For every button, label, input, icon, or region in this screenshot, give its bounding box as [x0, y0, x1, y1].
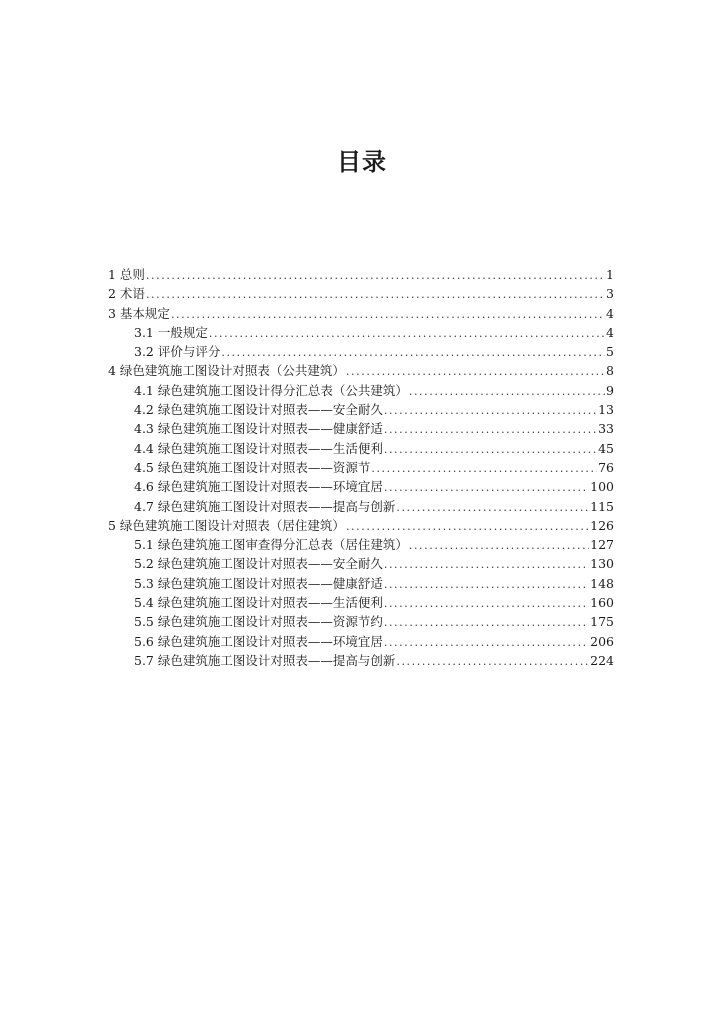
toc-page-number: 13	[598, 402, 614, 418]
toc-entry-label: 5.5 绿色建筑施工图设计对照表——资源节约	[134, 614, 383, 630]
toc-entry[interactable]	[108, 400, 614, 419]
toc-entry-label: 4.2 绿色建筑施工图设计对照表——安全耐久	[134, 402, 383, 418]
toc-entry-label: 3.1 一般规定	[134, 324, 208, 340]
toc-entry-label: 4 绿色建筑施工图设计对照表（公共建筑）	[108, 363, 345, 379]
toc-page-number: 206	[590, 633, 614, 649]
toc-page-number: 1	[606, 267, 614, 282]
dot-leader	[346, 517, 589, 536]
toc-entry-label: 4.6 绿色建筑施工图设计对照表——环境宜居	[134, 479, 383, 495]
toc-page-number: 175	[590, 614, 614, 630]
toc-page-number: 33	[598, 421, 614, 437]
toc-entry[interactable]	[108, 632, 614, 651]
toc-entry-label: 3.2 评价与评分	[134, 344, 221, 360]
toc-entry[interactable]	[108, 419, 614, 438]
toc-entry-label: 4.1 绿色建筑施工图设计得分汇总表（公共建筑）	[134, 382, 408, 398]
toc-entry[interactable]	[108, 304, 614, 323]
toc-entry[interactable]	[108, 593, 614, 612]
toc-page-number: 126	[590, 517, 614, 533]
dot-leader	[346, 362, 605, 381]
dot-leader	[409, 536, 589, 555]
toc-entry-label: 3 基本规定	[108, 305, 170, 321]
toc-entry-label: 4.7 绿色建筑施工图设计对照表——提高与创新	[134, 498, 396, 514]
toc-page-number: 130	[590, 556, 614, 572]
table-of-contents	[108, 265, 614, 670]
toc-entry[interactable]	[108, 477, 614, 496]
toc-entry[interactable]	[108, 265, 614, 284]
toc-page-number: 3	[606, 286, 614, 302]
toc-entry[interactable]	[108, 497, 614, 516]
dot-leader	[146, 285, 605, 304]
toc-entry-label: 1 总则	[108, 267, 145, 282]
toc-page-number: 160	[590, 595, 614, 611]
toc-page-number: 45	[598, 440, 614, 456]
toc-entry[interactable]	[108, 574, 614, 593]
toc-page-number: 9	[606, 382, 614, 398]
dot-leader	[384, 594, 589, 613]
toc-entry-label: 2 术语	[108, 286, 145, 302]
dot-leader	[171, 305, 605, 324]
dot-leader	[384, 555, 589, 574]
toc-entry[interactable]	[108, 535, 614, 554]
toc-entry[interactable]	[108, 381, 614, 400]
toc-entry[interactable]	[108, 284, 614, 303]
dot-leader	[384, 633, 589, 652]
toc-entry-label: 4.5 绿色建筑施工图设计对照表——资源节	[134, 459, 371, 475]
dot-leader	[384, 401, 597, 420]
toc-entry-label: 5.6 绿色建筑施工图设计对照表——环境宜居	[134, 633, 383, 649]
toc-entry-label: 5.4 绿色建筑施工图设计对照表——生活便利	[134, 595, 383, 611]
toc-entry[interactable]	[108, 612, 614, 631]
toc-entry[interactable]	[108, 361, 614, 380]
dot-leader	[384, 575, 589, 594]
dot-leader	[384, 478, 589, 497]
toc-entry-label: 5.1 绿色建筑施工图审查得分汇总表（居住建筑）	[134, 537, 408, 553]
toc-entry-label: 5.3 绿色建筑施工图设计对照表——健康舒适	[134, 575, 383, 591]
dot-leader	[384, 420, 597, 439]
toc-page-number: 5	[606, 344, 614, 360]
dot-leader	[409, 382, 605, 401]
toc-entry[interactable]	[108, 651, 614, 670]
toc-entry-label: 4.3 绿色建筑施工图设计对照表——健康舒适	[134, 421, 383, 437]
toc-page-number: 100	[590, 479, 614, 495]
toc-entry-label: 4.4 绿色建筑施工图设计对照表——生活便利	[134, 440, 383, 456]
toc-entry-label: 5.2 绿色建筑施工图设计对照表——安全耐久	[134, 556, 383, 572]
toc-page-number: 4	[606, 324, 614, 340]
dot-leader	[209, 324, 605, 343]
toc-entry-label: 5 绿色建筑施工图设计对照表（居住建筑）	[108, 517, 345, 533]
toc-page-number: 115	[590, 498, 614, 514]
toc-page-number: 224	[590, 652, 614, 668]
toc-page-number: 148	[590, 575, 614, 591]
toc-entry[interactable]	[108, 516, 614, 535]
toc-page-number: 4	[606, 305, 614, 321]
dot-leader	[146, 266, 605, 285]
toc-entry-label: 5.7 绿色建筑施工图设计对照表——提高与创新	[134, 652, 396, 668]
dot-leader	[371, 459, 597, 478]
toc-entry[interactable]	[108, 458, 614, 477]
dot-leader	[396, 498, 589, 517]
dot-leader	[396, 652, 589, 671]
toc-page-number: 8	[606, 363, 614, 379]
toc-entry[interactable]	[108, 554, 614, 573]
toc-entry[interactable]	[108, 439, 614, 458]
dot-leader	[384, 613, 589, 632]
dot-leader	[384, 440, 597, 459]
page-title: 目录	[337, 148, 387, 177]
toc-page-number: 127	[590, 537, 614, 553]
dot-leader	[221, 343, 605, 362]
toc-entry[interactable]	[108, 323, 614, 342]
toc-entry[interactable]	[108, 342, 614, 361]
toc-page-number: 76	[598, 459, 614, 475]
